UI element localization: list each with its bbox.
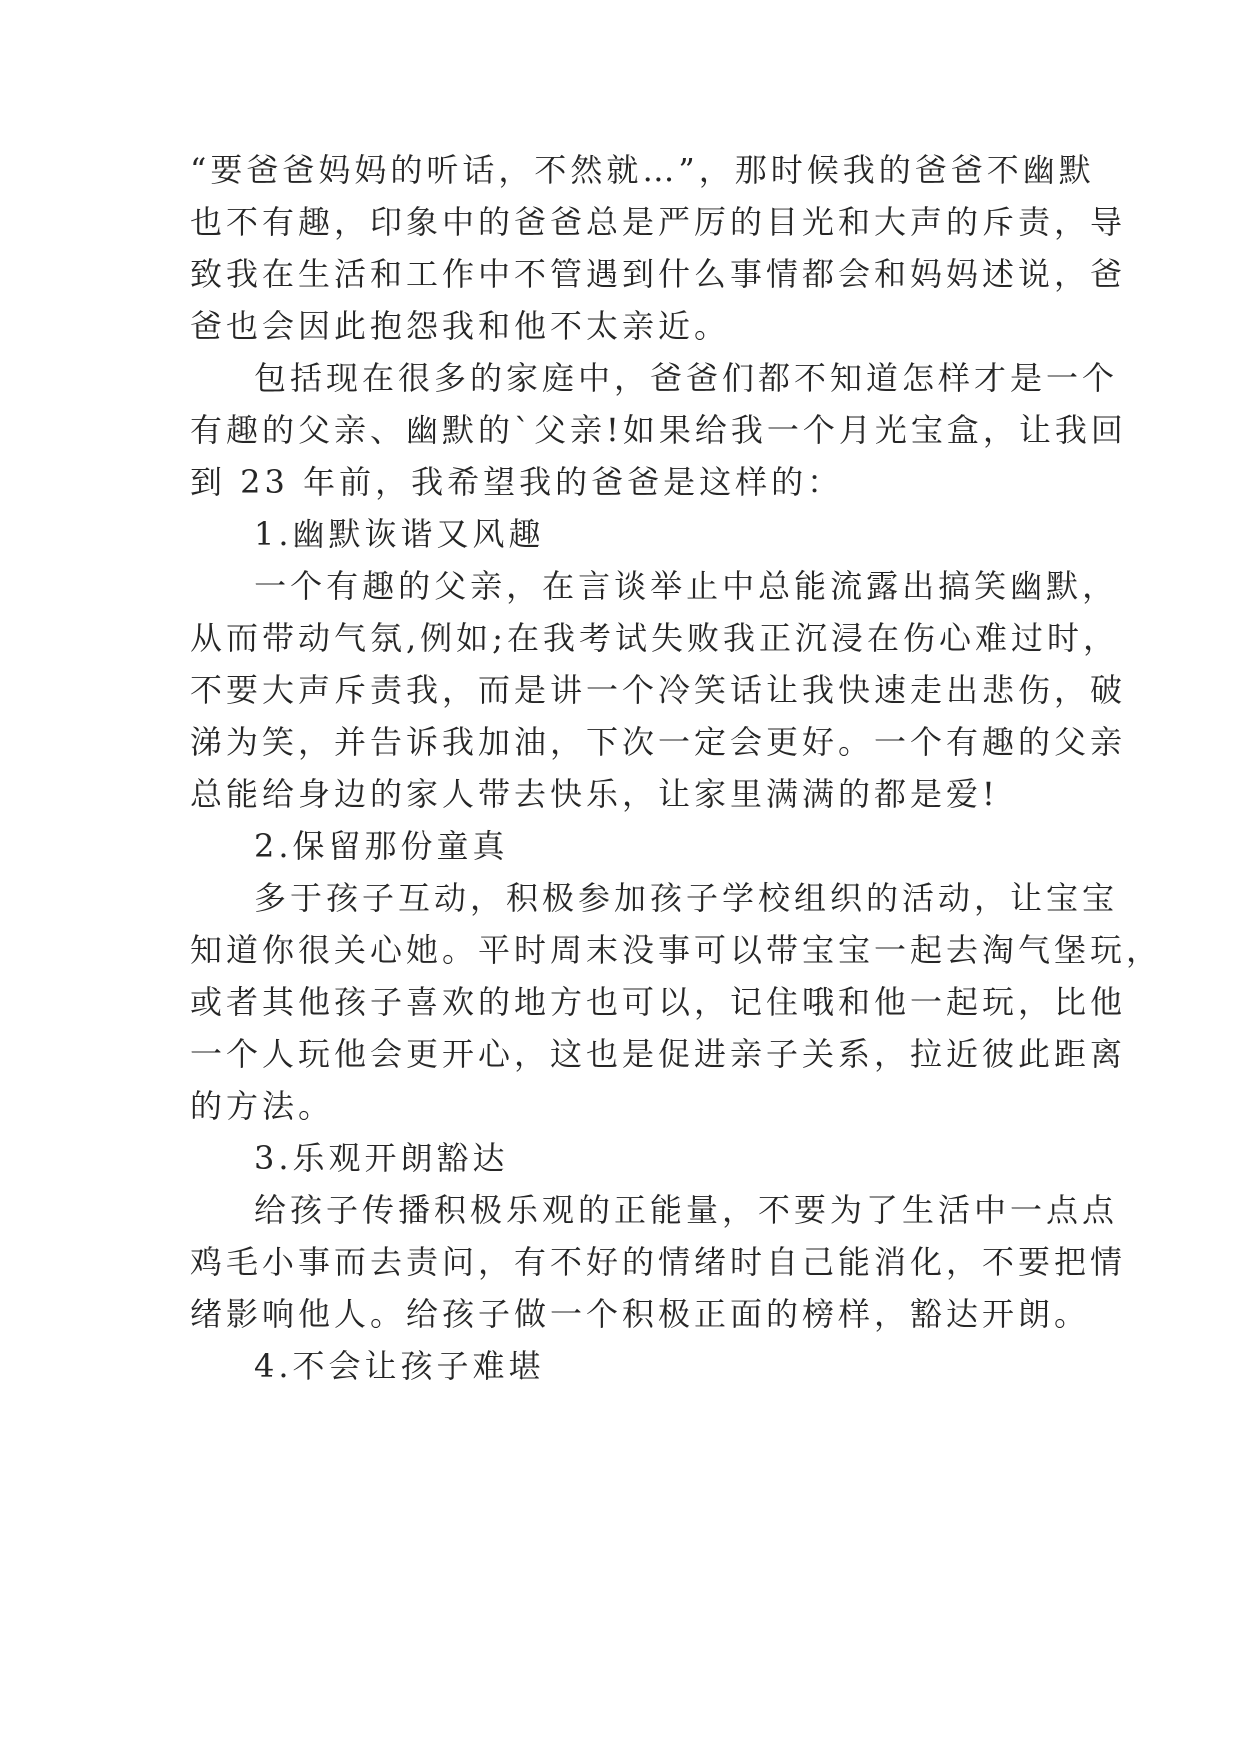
- paragraph-line: 给孩子传播积极乐观的正能量，不要为了生活中一点点: [254, 1191, 1119, 1229]
- paragraph-line: 知道你很关心她。平时周末没事可以带宝宝一起去淘气堡玩，: [190, 931, 1163, 969]
- paragraph-line: 也不有趣，印象中的爸爸总是严厉的目光和大声的斥责，导: [190, 203, 1127, 241]
- paragraph-line: 到 23 年前，我希望我的爸爸是这样的：: [190, 463, 844, 501]
- paragraph-line: 爸也会因此抱怨我和他不太亲近。: [190, 307, 731, 345]
- section-heading: 3.乐观开朗豁达: [254, 1139, 509, 1177]
- paragraph-line: 包括现在很多的家庭中，爸爸们都不知道怎样才是一个: [254, 359, 1119, 397]
- paragraph-line: 从而带动气氛,例如;在我考试失败我正沉浸在伤心难过时，: [190, 619, 1119, 657]
- paragraph-line: 涕为笑，并告诉我加油，下次一定会更好。一个有趣的父亲: [190, 723, 1127, 761]
- paragraph-line: 鸡毛小事而去责问，有不好的情绪时自己能消化，不要把情: [190, 1243, 1127, 1281]
- paragraph-line: 有趣的父亲、幽默的`父亲!如果给我一个月光宝盒，让我回: [190, 411, 1127, 449]
- paragraph-line: 的方法。: [190, 1087, 335, 1125]
- paragraph-line: 致我在生活和工作中不管遇到什么事情都会和妈妈述说，爸: [190, 255, 1127, 293]
- paragraph-line: “要爸爸妈妈的听话，不然就…”，那时候我的爸爸不幽默: [190, 151, 1095, 189]
- section-heading: 4.不会让孩子难堪: [254, 1347, 545, 1385]
- paragraph-line: 不要大声斥责我，而是讲一个冷笑话让我快速走出悲伤，破: [190, 671, 1127, 709]
- paragraph-line: 绪影响他人。给孩子做一个积极正面的榜样，豁达开朗。: [190, 1295, 1091, 1333]
- section-heading: 2.保留那份童真: [254, 827, 509, 865]
- section-heading: 1.幽默诙谐又风趣: [254, 515, 545, 553]
- paragraph-line: 或者其他孩子喜欢的地方也可以，记住哦和他一起玩，比他: [190, 983, 1127, 1021]
- paragraph-line: 多于孩子互动，积极参加孩子学校组织的活动，让宝宝: [254, 879, 1119, 917]
- paragraph-line: 一个有趣的父亲，在言谈举止中总能流露出搞笑幽默，: [240, 567, 1119, 605]
- paragraph-line: 一个人玩他会更开心，这也是促进亲子关系，拉近彼此距离: [190, 1035, 1127, 1073]
- paragraph-line: 总能给身边的家人带去快乐，让家里满满的都是爱!: [190, 775, 999, 813]
